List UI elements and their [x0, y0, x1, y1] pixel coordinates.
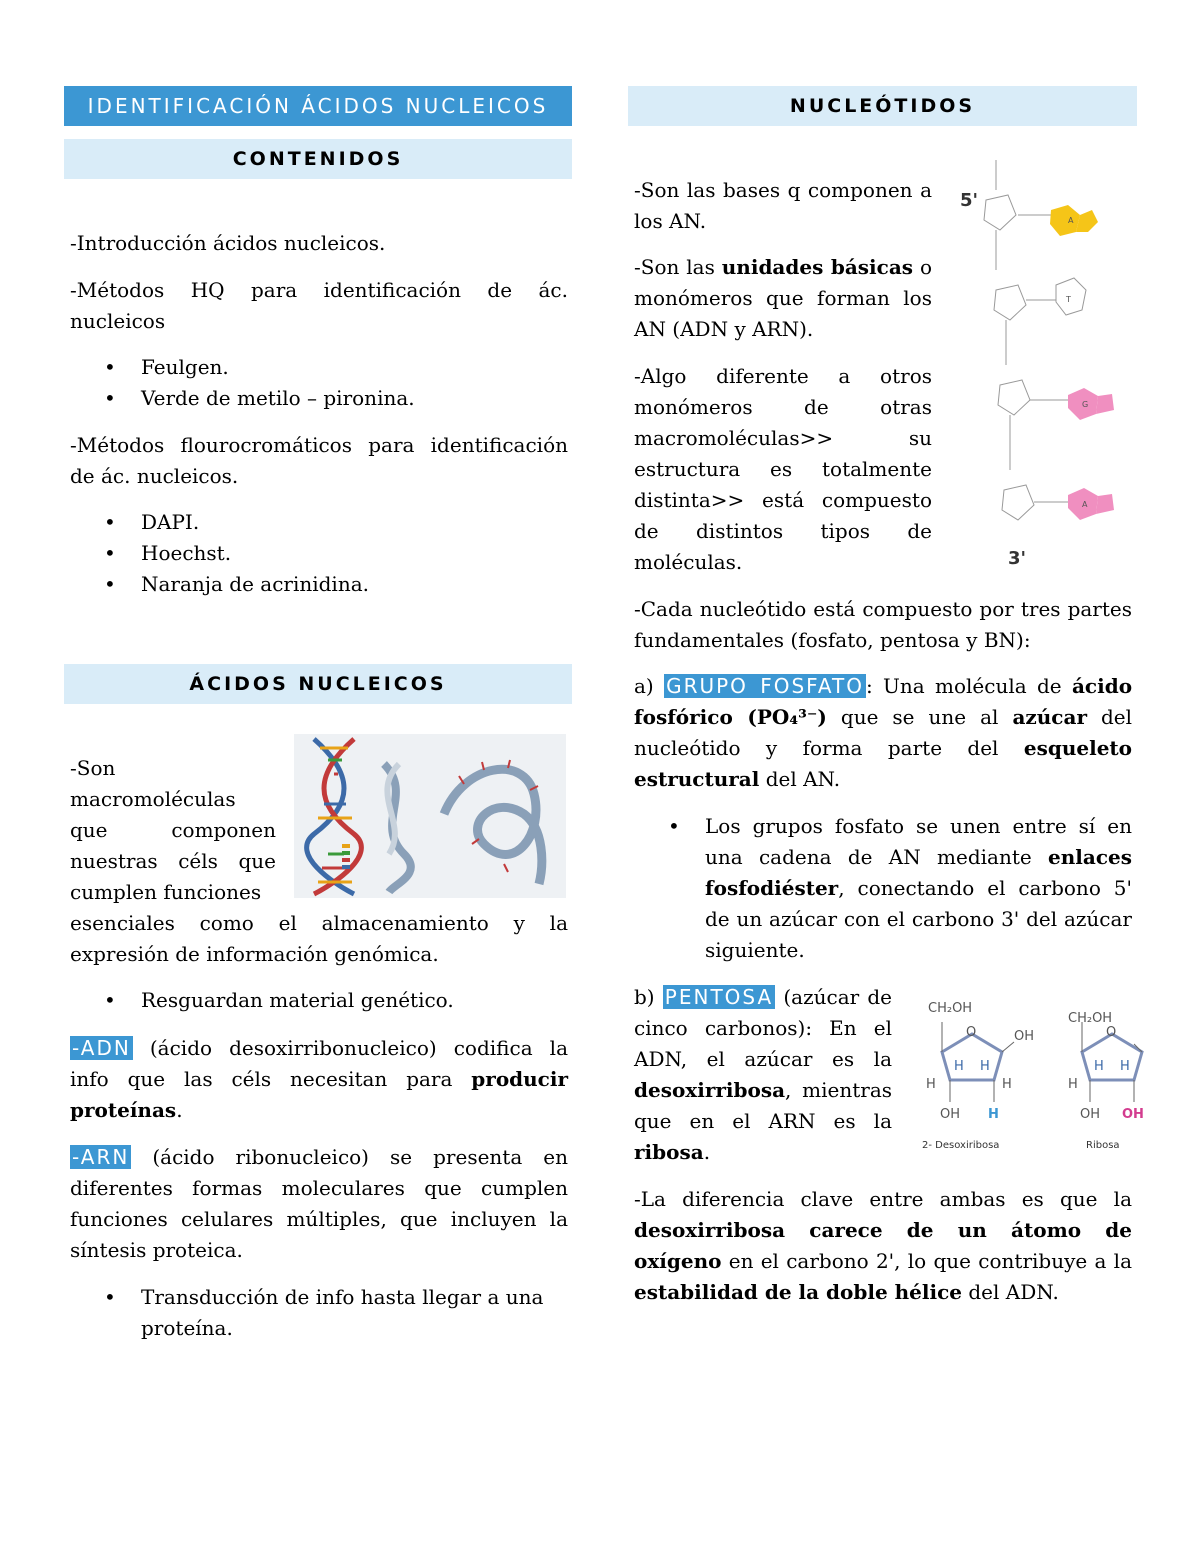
nuc-p4: -Cada nucleótido está compuesto por tres partes fundamentales (fosfato, pentosa y BN):	[634, 597, 1132, 652]
arn-list	[64, 1282, 568, 1344]
adn-bold: producir proteínas	[70, 1067, 568, 1122]
nuc-p2	[634, 252, 932, 345]
pentose-bold: desoxirribosa	[634, 1078, 786, 1102]
pentose-text: .	[703, 1140, 711, 1164]
document-title: IDENTIFICACIÓN ÁCIDOS NUCLEICOS	[64, 86, 572, 126]
list-item: • Resguardan material genético.	[64, 985, 568, 1016]
nuc-p2-a: -Son las	[634, 255, 715, 279]
phosphate-tag: GRUPO FOSFATO	[666, 674, 864, 698]
item-a-prefix: a)	[634, 674, 654, 698]
list-item: • Naranja de acrinidina.	[64, 569, 568, 600]
list-item: • DAPI.	[64, 507, 568, 538]
nucleotides-header: NUCLEÓTIDOS	[628, 86, 1137, 126]
phosphate-text: : Una molécula de	[865, 674, 1062, 698]
nucleotide-chain-image	[956, 150, 1144, 570]
nuc-p2-b: o monómeros que forman los AN (ADN y ARN).	[634, 255, 933, 341]
li-text: Los grupos fosfato se unen entre sí en una cadena de AN mediante	[705, 814, 1132, 869]
phosphate-bold: esqueleto estructural	[634, 736, 1132, 791]
sugar-oh: OH	[1014, 1029, 1035, 1044]
sugar-group: CH₂OH	[1068, 1011, 1113, 1026]
adn-tag: -ADN	[72, 1036, 131, 1060]
na-text-continued: esenciales como el almacenamiento y la expresión de información genómica.	[70, 911, 568, 966]
arn-tag: -ARN	[72, 1145, 130, 1169]
phosphate-paragraph	[634, 671, 1132, 795]
difference-bold: desoxirribosa carece de un átomo de oxígeno	[634, 1218, 1132, 1273]
sugar-h: H	[1068, 1077, 1078, 1092]
base-label: T	[1066, 295, 1071, 304]
difference-text: -La diferencia clave entre ambas es que la	[634, 1187, 1132, 1211]
base-label: A	[1068, 216, 1074, 225]
phosphate-list	[628, 811, 1132, 966]
na-text-wrapped: -Son macromoléculas que componen nuestras céls que cumplen funciones	[70, 756, 276, 904]
phosphate-text: del AN.	[765, 767, 841, 791]
sugar-oh: OH	[940, 1107, 961, 1122]
phosphate-bold: ácido fosfórico (PO₄³⁻)	[634, 674, 1133, 729]
sugars-image	[914, 992, 1144, 1154]
list-item	[628, 811, 1132, 966]
pentose-paragraph	[634, 982, 892, 1168]
list-item: • Feulgen.	[64, 352, 568, 383]
base-label: G	[1082, 400, 1089, 409]
sugar-o: O	[966, 1025, 977, 1040]
intro-line: -Introducción ácidos nucleicos.	[70, 231, 386, 255]
hq-list	[64, 352, 568, 414]
desoxiribosa-label: 2- Desoxiribosa	[922, 1140, 1000, 1151]
ribosa-label: Ribosa	[1086, 1140, 1120, 1151]
sugar-oh: OH	[1080, 1107, 1101, 1122]
five-prime-label: 5'	[960, 190, 979, 211]
item-b-prefix: b)	[634, 985, 655, 1009]
nuc-p2-bold: unidades básicas	[721, 255, 914, 279]
arn-paragraph	[70, 1142, 568, 1266]
phosphate-text: que se une al	[840, 705, 999, 729]
phosphate-text: del nucleótido y forma parte del	[634, 705, 1133, 760]
pentose-tag: PENTOSA	[664, 985, 774, 1009]
nuc-p3: -Algo diferente a otros monómeros de otras macromoléculas>> su estructura es totalmente distinta>> está compuesto de distintos tipos de moléculas.	[634, 364, 932, 574]
three-prime-label: 3'	[1008, 548, 1027, 569]
pentose-bold: ribosa	[634, 1140, 704, 1164]
difference-text: en el carbono 2', lo que contribuye a la	[728, 1249, 1133, 1273]
sugar-group: CH₂OH	[928, 1001, 973, 1016]
arn-text: (ácido ribonucleico) se presenta en diferentes formas moleculares que cumplen funciones celulares múltiples, que incluyen la síntesis proteica.	[70, 1145, 569, 1262]
pentose-text: (azúcar de cinco carbonos): En el ADN, el azúcar es la	[634, 985, 893, 1071]
list-item: • Verde de metilo – pironina.	[64, 383, 568, 414]
contents-header: CONTENIDOS	[64, 139, 572, 179]
base-label: A	[1082, 500, 1088, 509]
fluor-methods: -Métodos flourocromáticos para identificación de ác. nucleicos.	[70, 433, 568, 488]
dna-helix-image	[294, 734, 566, 898]
na-list	[64, 985, 568, 1016]
adn-text: (ácido desoxirribonucleico) codifica la info que las céls necesitan para	[70, 1036, 568, 1091]
list-item: • Hoechst.	[64, 538, 568, 569]
sugar-h: H	[926, 1077, 936, 1092]
difference-paragraph	[634, 1184, 1132, 1308]
nucleic-acids-header: ÁCIDOS NUCLEICOS	[64, 664, 572, 704]
sugar-h: H	[1120, 1059, 1130, 1074]
fluor-list	[64, 507, 568, 600]
pentose-text: , mientras que en el ARN es la	[634, 1078, 892, 1133]
sugar-h: H	[988, 1107, 999, 1122]
adn-paragraph: -ADN (ácido desoxirribonucleico) codifica la info que las céls necesitan para producir proteínas.	[70, 1036, 568, 1122]
list-item: • Transducción de info hasta llegar a una proteína.	[64, 1282, 568, 1344]
nuc-p1: -Son las bases q componen a los AN.	[634, 178, 932, 233]
sugar-o: O	[1106, 1025, 1117, 1040]
difference-text: del ADN.	[968, 1280, 1059, 1304]
li-text: , conectando el carbono 5' de un azúcar con el carbono 3' del azúcar siguiente.	[705, 876, 1132, 962]
sugar-h: H	[1002, 1077, 1012, 1092]
li-bold: enlaces fosfodiéster	[705, 845, 1133, 900]
sugar-h: H	[1094, 1059, 1104, 1074]
difference-bold: estabilidad de la doble hélice	[634, 1280, 962, 1304]
phosphate-bold: azúcar	[1012, 705, 1087, 729]
hq-methods: -Métodos HQ para identificación de ác. nucleicos	[70, 278, 568, 333]
sugar-h: H	[980, 1059, 990, 1074]
sugar-h: H	[954, 1059, 964, 1074]
sugar-oh: OH	[1122, 1107, 1144, 1122]
